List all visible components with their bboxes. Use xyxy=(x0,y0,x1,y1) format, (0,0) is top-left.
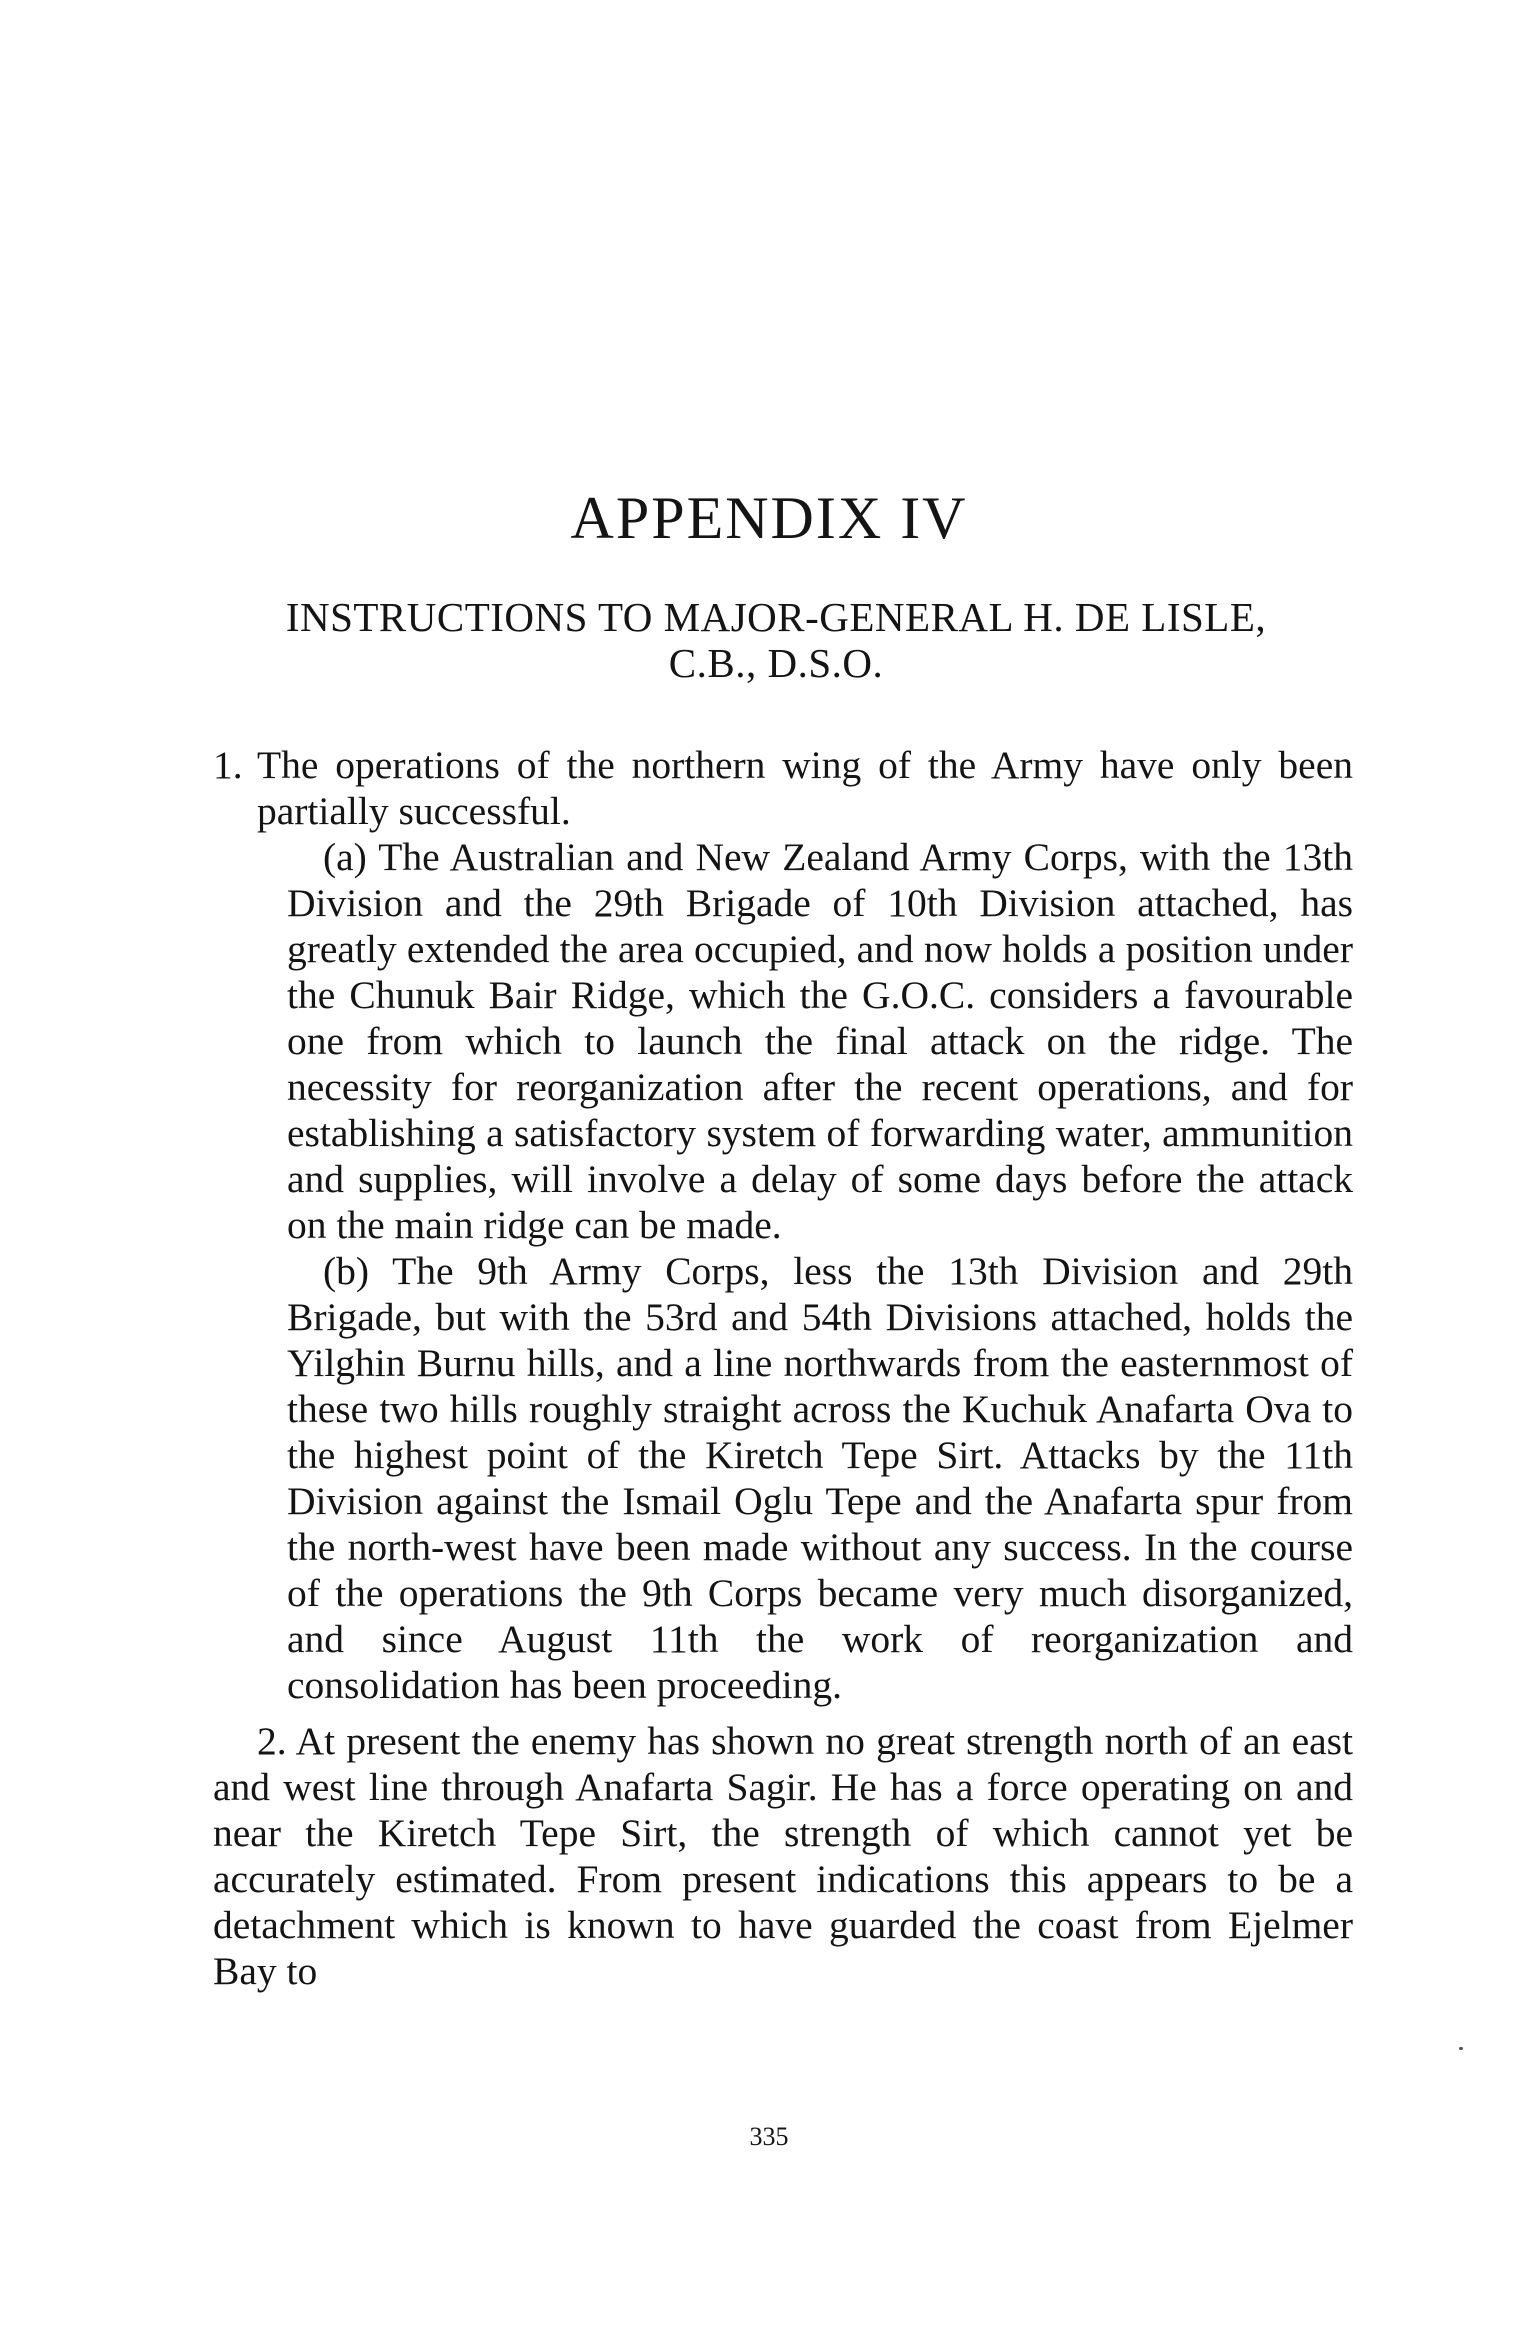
page-number: 335 xyxy=(749,2122,789,2151)
paragraph-2: 2. At present the enemy has shown no great strength north of an east and west line through Anafarta Sagir. He has a force operating on and near the Kiretch Tepe Sirt, the strength of which cannot yet be accurately estimated. From present indications this appears to be a detachment which is known to have guarded the coast from Ejelmer Bay to xyxy=(213,1719,1353,1993)
body-text xyxy=(213,742,1353,1994)
scan-speck xyxy=(1459,2047,1463,2050)
appendix-subtitle xyxy=(186,594,1366,686)
paragraph-b: (b) The 9th Army Corps, less the 13th Division and 29th Brigade, but with the 53rd and 54th Divisions attached, holds the Yilghin Burnu hills, and a line northwards from the easternmost of these two hills roughly straight across the Kuchuk Anafarta Ova to the highest point of the Kiretch Tepe Sirt. Attacks by the 11th Division against the Ismail Oglu Tepe and the Anafarta spur from the north-west have been made without any success. In the course of the operations the 9th Corps became very much disorganized, and since August 11th the work of reorganization and consolidation has been proceeding. xyxy=(287,1249,1353,1707)
subtitle-line-1: INSTRUCTIONS TO MAJOR-GENERAL H. DE LISLE, xyxy=(285,594,1267,640)
paragraph-1-text: The operations of the northern wing of the Army have only been partially successful. xyxy=(257,743,1353,833)
subtitle-line-2: C.B., D.S.O. xyxy=(668,640,884,686)
paragraph-a: (a) The Australian and New Zealand Army Corps, with the 13th Division and the 29th Brigade of 10th Division attached, has greatly extended the area occupied, and now holds a position under the Chunuk Bair Ridge, which the G.O.C. considers a favourable one from which to launch the final attack on the ridge. The necessity for reorganization after the recent operations, and for establishing a satisfactory system of forwarding water, ammunition and supplies, will involve a delay of some days before the attack on the main ridge can be made. xyxy=(287,835,1353,1247)
paragraph-1-number: 1. xyxy=(213,743,243,787)
appendix-title: APPENDIX IV xyxy=(570,485,968,551)
paragraph-1 xyxy=(213,742,1353,834)
